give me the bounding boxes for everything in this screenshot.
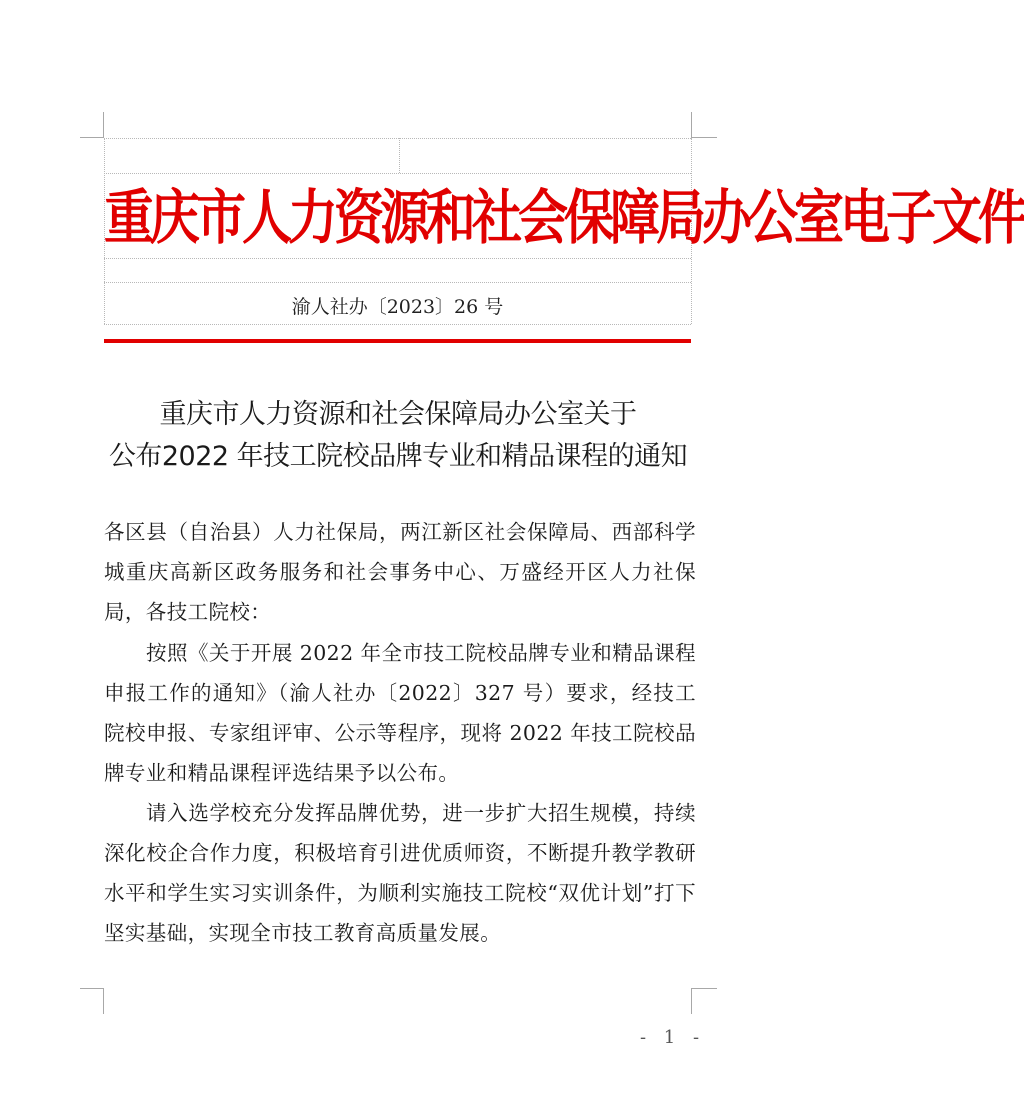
- document-number: 渝人社办〔2023〕26 号: [291, 296, 504, 318]
- red-separator-rule: [104, 339, 691, 343]
- issuing-organization-title: 重庆市人力资源和社会保障局办公室电子文件: [104, 183, 1024, 253]
- document-title-line-2: 公布2022 年技工院校品牌专业和精品课程的通知: [108, 441, 688, 472]
- addressee-paragraph: 各区县（自治县）人力社保局，两江新区社会保障局、西部科学城重庆高新区政务服务和社会事务中心、万盛经开区人力社保局，各技工院校：: [104, 520, 696, 624]
- document-title-line-1: 重庆市人力资源和社会保障局办公室关于: [159, 399, 637, 430]
- body-paragraph-1: 按照《关于开展 2022 年全市技工院校品牌专业和精品课程申报工作的通知》（渝人社办〔2022〕327 号）要求，经技工院校申报、专家组评审、公示等程序，现将 2022 年技工院校品牌专业和精品课程评选结果予以公布。: [104, 641, 696, 785]
- page-number: - 1 -: [640, 1027, 706, 1048]
- body-paragraph-2: 请入选学校充分发挥品牌优势，进一步扩大招生规模，持续深化校企合作力度，积极培育引进优质师资，不断提升教学教研水平和学生实习实训条件，为顺利实施技工院校“双优计划”打下坚实基础，实现全市技工教育高质量发展。: [104, 801, 696, 945]
